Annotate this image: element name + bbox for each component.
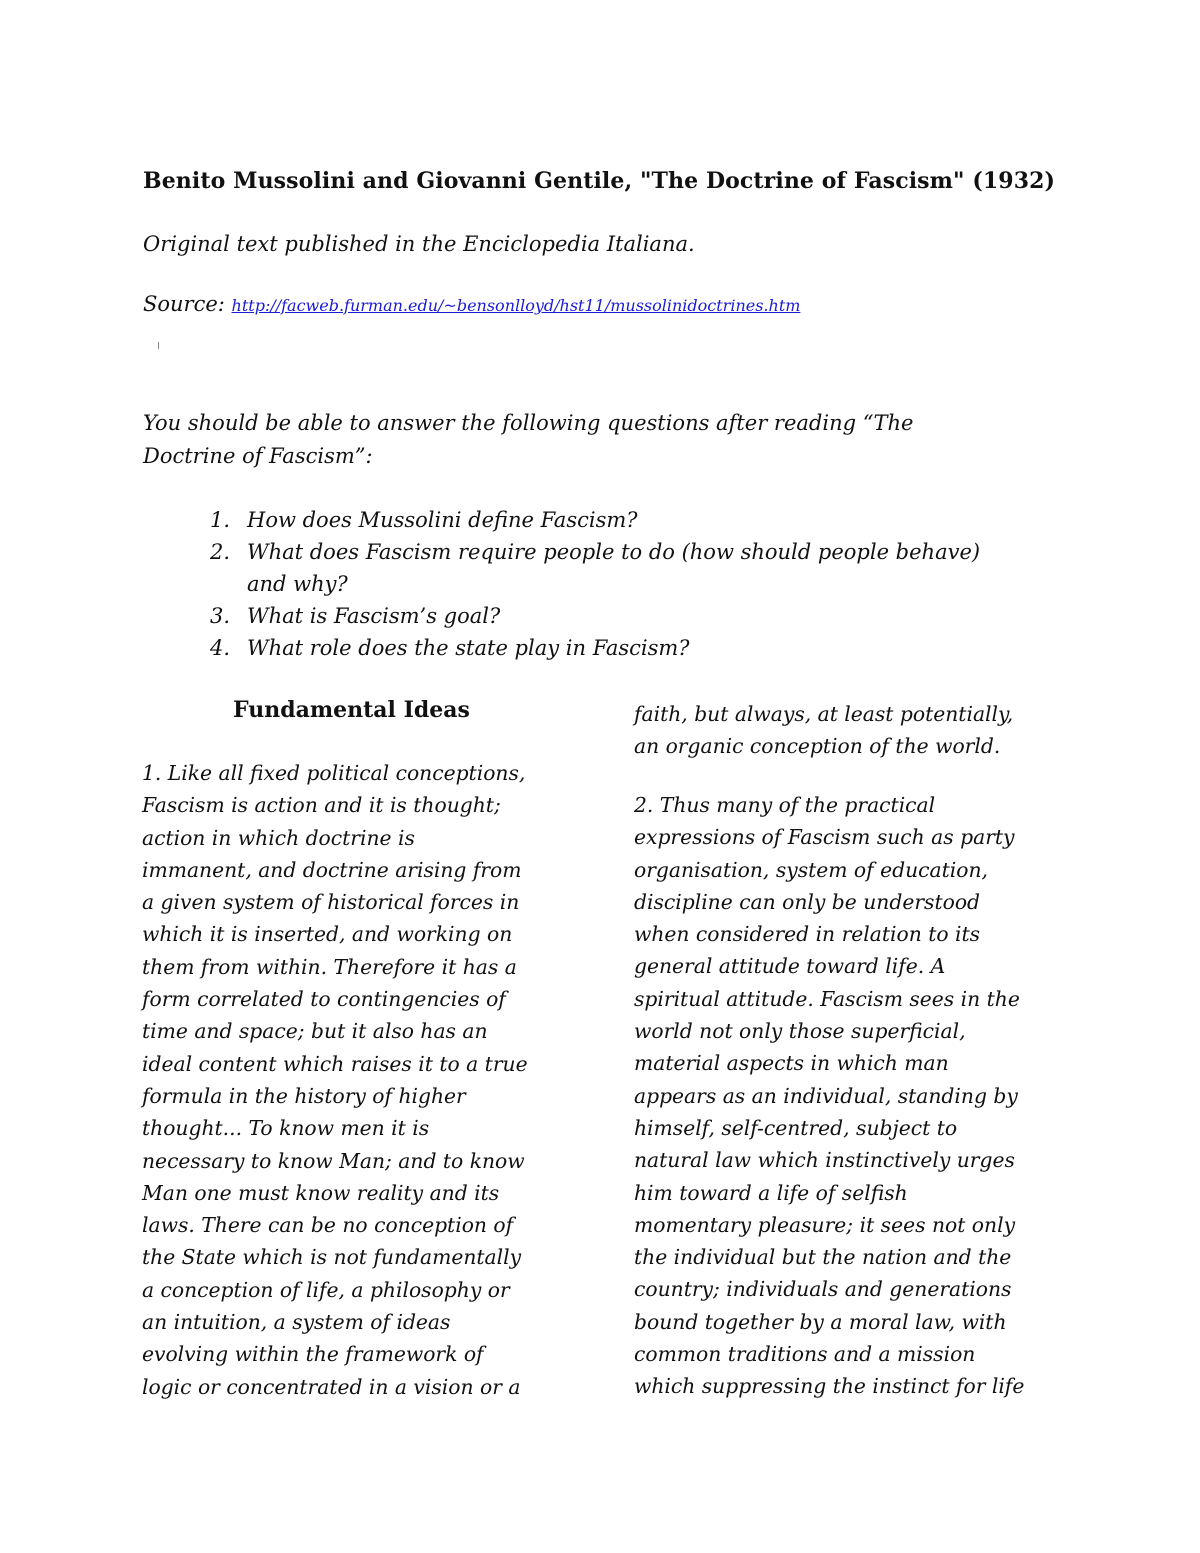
intro-paragraph	[143, 407, 1023, 473]
question-number: 2.	[210, 540, 231, 564]
question-text: What role does the state play in Fascism?	[247, 636, 690, 660]
left-column-line: thought... To know men it is	[142, 1116, 430, 1141]
right-column-line: appears as an individual, standing by	[634, 1083, 1018, 1108]
right-column-line: bound together by a moral law, with	[634, 1309, 1007, 1334]
question-number: 3.	[210, 604, 231, 628]
question-text: and why?	[247, 572, 348, 596]
left-column-line: them from within. Therefore it has a	[142, 954, 517, 979]
right-column-continuation	[634, 698, 1013, 763]
right-column-paragraph	[634, 789, 1024, 1403]
right-column-line: when considered in relation to its	[634, 922, 981, 947]
source-line	[143, 292, 800, 316]
intro-line: You should be able to answer the following questions after reading “The	[143, 411, 914, 435]
left-column-line: logic or concentrated in a vision or a	[142, 1374, 521, 1399]
stray-mark	[158, 342, 159, 349]
right-column-line: 2. Thus many of the practical	[634, 793, 936, 817]
left-column-line: 1. Like all fixed political conceptions,	[142, 761, 526, 785]
right-column-line: himself, self-centred, subject to	[634, 1115, 958, 1140]
left-column-line: laws. There can be no conception of	[142, 1213, 514, 1238]
right-column-line: momentary pleasure; it sees not only	[634, 1212, 1016, 1237]
source-label: Source:	[143, 292, 232, 316]
left-column-line: an intuition, a system of ideas	[142, 1310, 451, 1335]
left-column	[142, 757, 528, 1403]
right-column-line: the individual but the nation and the	[634, 1245, 1012, 1270]
left-column-line: Fascism is action and it is thought;	[142, 793, 501, 818]
left-column-line: necessary to know Man; and to know	[142, 1148, 525, 1173]
left-column-line: immanent, and doctrine arising from	[142, 857, 522, 882]
intro-line: Doctrine of Fascism”:	[143, 444, 373, 468]
document-title: Benito Mussolini and Giovanni Gentile, "The Doctrine of Fascism" (1932)	[143, 168, 1056, 194]
right-column-line: material aspects in which man	[634, 1051, 949, 1076]
right-column-line: country; individuals and generations	[634, 1277, 1012, 1302]
question-list	[210, 504, 1060, 664]
left-column-line: ideal content which raises it to a true	[142, 1051, 528, 1076]
right-column-line: world not only those superficial,	[634, 1019, 966, 1044]
right-column-line: an organic conception of the world.	[634, 734, 1001, 759]
question-text: How does Mussolini define Fascism?	[247, 508, 638, 532]
left-column-line: formula in the history of higher	[142, 1083, 466, 1108]
left-column-line: evolving within the framework of	[142, 1342, 484, 1367]
left-column-line: a conception of life, a philosophy or	[142, 1277, 510, 1302]
right-column-line: common traditions and a mission	[634, 1342, 976, 1367]
section-heading: Fundamental Ideas	[233, 697, 470, 723]
right-column-line: general attitude toward life. A	[634, 954, 946, 979]
question-number: 1.	[210, 508, 231, 532]
question-item	[210, 632, 1060, 664]
right-column-line: discipline can only be understood	[634, 889, 981, 914]
left-column-line: time and space; but it also has an	[142, 1019, 488, 1044]
question-item	[210, 536, 1060, 600]
left-column-line: form correlated to contingencies of	[142, 987, 506, 1012]
left-column-line: Man one must know reality and its	[142, 1180, 500, 1205]
question-item	[210, 504, 1060, 536]
right-column-line: faith, but always, at least potentially,	[634, 702, 1014, 726]
question-number: 4.	[210, 636, 231, 660]
right-column-line: spiritual attitude. Fascism sees in the	[634, 986, 1020, 1011]
right-column-line: expressions of Fascism such as party	[634, 825, 1015, 850]
question-text: What is Fascism’s goal?	[247, 604, 501, 628]
left-column-line: which it is inserted, and working on	[142, 922, 513, 947]
question-item	[210, 600, 1060, 632]
left-column-line: action in which doctrine is	[142, 825, 415, 850]
right-column-line: him toward a life of selfish	[634, 1180, 908, 1205]
right-column-line: which suppressing the instinct for life	[634, 1374, 1025, 1399]
source-link[interactable]: http://facweb.furman.edu/~bensonlloyd/hst11/mussolinidoctrines.htm	[231, 296, 801, 315]
right-column-line: natural law which instinctively urges	[634, 1148, 1015, 1173]
left-column-line: the State which is not fundamentally	[142, 1245, 522, 1270]
left-column-line: a given system of historical forces in	[142, 890, 520, 915]
question-text: What does Fascism require people to do (how should people behave)	[247, 540, 981, 564]
right-column-line: organisation, system of education,	[634, 857, 988, 882]
document-subtitle: Original text published in the Enciclopedia Italiana.	[143, 232, 695, 256]
